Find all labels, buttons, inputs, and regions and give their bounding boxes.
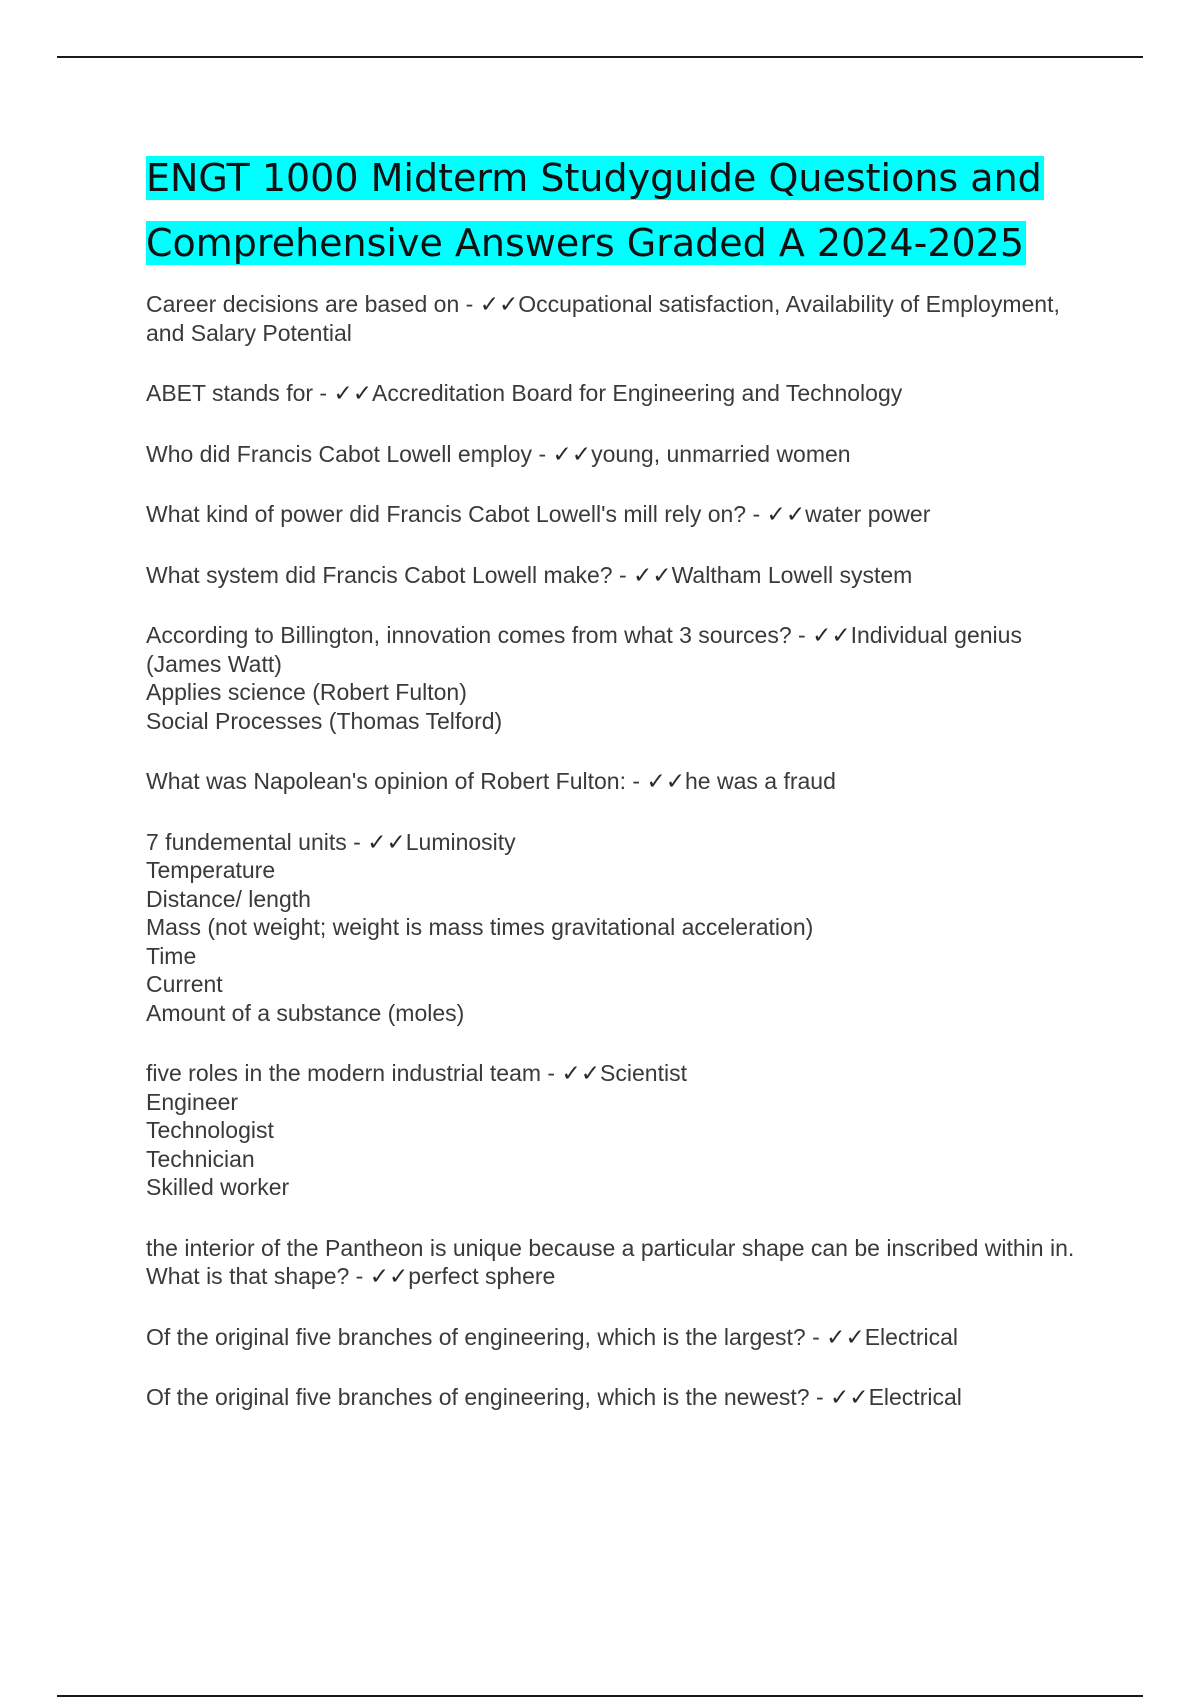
question-text: ABET stands for (146, 380, 314, 406)
answer-line: young, unmarried women (591, 440, 851, 467)
qa-item (146, 379, 1086, 408)
check-marks-icon: ✓✓ (830, 1384, 869, 1410)
answer-line: Scientist (600, 1060, 687, 1086)
answer-line: Electrical (868, 1384, 962, 1410)
separator: - (349, 1263, 370, 1289)
qa-item (146, 767, 1086, 796)
question-text: 7 fundemental units (146, 828, 347, 855)
question-text: Of the original five branches of engineering, which is the largest? (146, 1323, 806, 1350)
answer-line: Luminosity (405, 828, 516, 855)
qa-item (146, 290, 1086, 347)
check-marks-icon: ✓✓ (561, 1060, 601, 1086)
answer-line: Accreditation Board for Engineering and Technology (372, 380, 903, 406)
answer-line: Current (146, 971, 223, 997)
answer-line: Temperature (146, 857, 276, 883)
bottom-rule (57, 1695, 1143, 1697)
check-marks-icon: ✓✓ (369, 1263, 409, 1289)
document-title (146, 146, 1106, 276)
answer-line: he was a fraud (685, 768, 836, 794)
question-text: five roles in the modern industrial team (146, 1060, 542, 1086)
qa-item (146, 828, 1086, 1028)
separator: - (791, 622, 813, 648)
check-marks-icon: ✓✓ (646, 768, 685, 794)
check-marks-icon: ✓✓ (367, 828, 406, 855)
question-text: What system did Francis Cabot Lowell make? (146, 561, 613, 588)
check-marks-icon: ✓✓ (333, 380, 373, 406)
check-marks-icon: ✓✓ (479, 291, 519, 317)
question-text: the interior of the Pantheon is unique because a particular shape can be inscribed within in. What is that shape? (146, 1234, 1075, 1289)
separator: - (809, 1384, 831, 1410)
question-text: Career decisions are based on (146, 291, 460, 317)
separator: - (612, 561, 634, 588)
answer-line: water power (805, 501, 931, 527)
answer-line: Waltham Lowell system (671, 561, 913, 588)
answer-line: Technician (146, 1145, 255, 1172)
question-text: According to Billington, innovation comes from what 3 sources? (146, 622, 792, 648)
question-text: Of the original five branches of engineering, which is the newest? (146, 1384, 810, 1410)
answer-line: perfect sphere (408, 1263, 556, 1289)
title-line (146, 146, 1106, 211)
top-rule (57, 56, 1143, 58)
answer-line: Skilled worker (146, 1174, 290, 1200)
question-text: Who did Francis Cabot Lowell employ (146, 440, 533, 467)
separator: - (541, 1060, 562, 1086)
answer-line: Technologist (146, 1117, 274, 1143)
answer-line: Time (146, 942, 197, 969)
qa-item (146, 440, 1086, 469)
separator: - (626, 768, 647, 794)
answer-line: Social Processes (Thomas Telford) (146, 707, 503, 734)
check-marks-icon: ✓✓ (633, 561, 672, 588)
answer-line: Applies science (Robert Fulton) (146, 679, 467, 705)
check-marks-icon: ✓✓ (812, 622, 851, 648)
qa-item (146, 1383, 1086, 1412)
qa-item (146, 561, 1086, 590)
check-marks-icon: ✓✓ (766, 501, 806, 527)
answer-line: Distance/ length (146, 885, 311, 912)
separator: - (532, 440, 553, 467)
separator: - (805, 1323, 827, 1350)
question-text: What was Napolean's opinion of Robert Fulton: (146, 768, 626, 794)
separator: - (313, 380, 334, 406)
qa-item (146, 1234, 1086, 1291)
qa-item (146, 621, 1086, 735)
separator: - (459, 291, 480, 317)
title-line (146, 211, 1106, 276)
question-text: What kind of power did Francis Cabot Lowell's mill rely on? (146, 501, 747, 527)
answer-line: Occupational satisfaction, Availability of Employment, and Salary Potential (146, 291, 1060, 346)
separator: - (346, 828, 368, 855)
title-line-text: ENGT 1000 Midterm Studyguide Questions and (146, 156, 1042, 200)
check-marks-icon: ✓✓ (826, 1323, 865, 1350)
qa-item (146, 1323, 1086, 1352)
title-line-text: Comprehensive Answers Graded A 2024-2025 (146, 221, 1025, 265)
qa-item (146, 1059, 1086, 1202)
separator: - (746, 501, 767, 527)
qa-list (146, 290, 1086, 1444)
check-marks-icon: ✓✓ (552, 440, 592, 467)
answer-line: Mass (not weight; weight is mass times gravitational acceleration) (146, 914, 814, 940)
answer-line: Individual genius (James Watt) (146, 622, 1022, 677)
qa-item (146, 500, 1086, 529)
answer-line: Engineer (146, 1088, 239, 1115)
answer-line: Amount of a substance (moles) (146, 999, 465, 1026)
answer-line: Electrical (864, 1323, 959, 1350)
